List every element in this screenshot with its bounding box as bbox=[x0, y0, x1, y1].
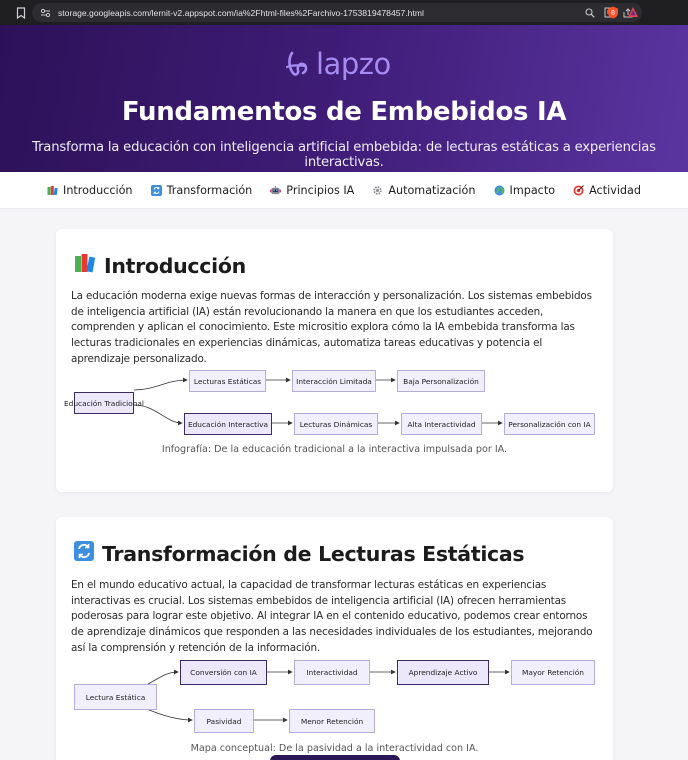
section-transformacion bbox=[56, 517, 613, 760]
diagram-node: Educación Tradicional bbox=[74, 392, 134, 414]
diagram-node: Aprendizaje Activo bbox=[397, 660, 489, 685]
diagram-node: Lecturas Estáticas bbox=[189, 370, 266, 392]
nav-item-label: Principios IA bbox=[286, 183, 355, 197]
nav-item-automatizacion[interactable] bbox=[372, 184, 475, 197]
nav-item-label: Automatización bbox=[388, 183, 476, 197]
bookmark-icon[interactable] bbox=[12, 4, 30, 22]
arrows-cycle-icon bbox=[151, 185, 162, 196]
section-paragraph: En el mundo educativo actual, la capacidad de transformar lecturas estáticas en experiencias interactivas es crucial. Los sistemas embebidos de inteligencia artificial (IA) ofrecen herramientas poderosas para lograr este objetivo. Al integrar IA en el contenido educativo, podemos crear entornos de aprendizaje dinámicos que responden a las necesidades individuales de los estudiantes, mejorando así la comprensión y retención de la información. bbox=[71, 579, 593, 654]
browser-toolbar bbox=[0, 0, 688, 25]
diagram-node: Baja Personalización bbox=[397, 370, 485, 392]
brave-rewards-icon[interactable] bbox=[626, 5, 640, 19]
logo-text: lapzo bbox=[316, 47, 391, 81]
page-subtitle: Transforma la educación con inteligencia artificial embebida: de lecturas estáticas a experiencias interactivas. bbox=[32, 140, 656, 170]
page-header bbox=[0, 25, 688, 172]
diagram-caption: Infografía: De la educación tradicional a la interactiva impulsada por IA. bbox=[161, 444, 508, 455]
section-nav bbox=[0, 172, 688, 209]
globe-icon bbox=[494, 185, 505, 196]
page-title: Fundamentos de Embebidos IA bbox=[121, 97, 567, 127]
lapzo-logo[interactable] bbox=[286, 47, 391, 81]
diagram-node: Lecturas Dinámicas bbox=[294, 413, 378, 435]
url-text[interactable]: storage.googleapis.com/lernit-v2.appspot.com/ia%2Fhtml-files%2Farchivo-1753819478457.html bbox=[58, 7, 424, 18]
brave-shield-icon[interactable] bbox=[606, 5, 620, 19]
diagram-node: Alta Interactividad bbox=[401, 413, 482, 435]
nav-item-label: Transformación bbox=[166, 183, 253, 197]
nav-item-actividad[interactable] bbox=[573, 184, 641, 197]
diagram-node: Menor Retención bbox=[289, 709, 375, 733]
section-introduccion bbox=[56, 229, 613, 492]
target-icon bbox=[573, 185, 584, 196]
nav-item-label: Impacto bbox=[509, 183, 556, 197]
diagram-node: Personalización con IA bbox=[504, 413, 595, 435]
diagram-node: Pasividad bbox=[194, 709, 254, 733]
nav-item-impacto[interactable] bbox=[494, 184, 556, 197]
nav-item-introduccion[interactable] bbox=[47, 184, 133, 197]
address-bar[interactable] bbox=[32, 3, 642, 22]
svg-text:B: B bbox=[610, 9, 616, 16]
floating-button[interactable] bbox=[270, 755, 400, 760]
nav-item-label: Actividad bbox=[589, 183, 641, 197]
diagram-node: Conversión con IA bbox=[180, 660, 267, 685]
nav-item-transformacion[interactable] bbox=[151, 184, 253, 197]
diagram-caption: Mapa conceptual: De la pasividad a la interactividad con IA. bbox=[190, 743, 479, 754]
section-paragraph: La educación moderna exige nuevas formas de interacción y personalización. Los sistemas embebidos de inteligencia artificial (IA) están revolucionando la manera en que los estudiantes acceden, comprenden y aplican el conocimiento. Este micrositio explora cómo la IA embebida transforma las lecturas tradicionales en experiencias dinámicas, automatiza tareas educativas y potencia el aprendizaje personalizado. bbox=[71, 290, 592, 365]
site-settings-icon[interactable] bbox=[40, 7, 52, 19]
diagram-node: Interactividad bbox=[294, 660, 370, 685]
diagram-node: Mayor Retención bbox=[511, 660, 595, 685]
section-title-text: Transformación de Lecturas Estáticas bbox=[102, 541, 525, 566]
diagram-node: Educación Interactiva bbox=[184, 413, 272, 435]
nav-item-principios-ia[interactable] bbox=[270, 184, 354, 197]
nav-item-label: Introducción bbox=[63, 183, 133, 197]
books-icon bbox=[47, 185, 58, 196]
diagram-node: Interacción Limitada bbox=[292, 370, 376, 392]
diagram-node: Lectura Estática bbox=[74, 684, 157, 710]
zoom-icon[interactable] bbox=[584, 7, 596, 19]
lapzo-logo-icon bbox=[286, 50, 310, 78]
gear-icon bbox=[372, 185, 383, 196]
robot-icon bbox=[270, 185, 281, 196]
section-title-text: Introducción bbox=[104, 253, 246, 278]
